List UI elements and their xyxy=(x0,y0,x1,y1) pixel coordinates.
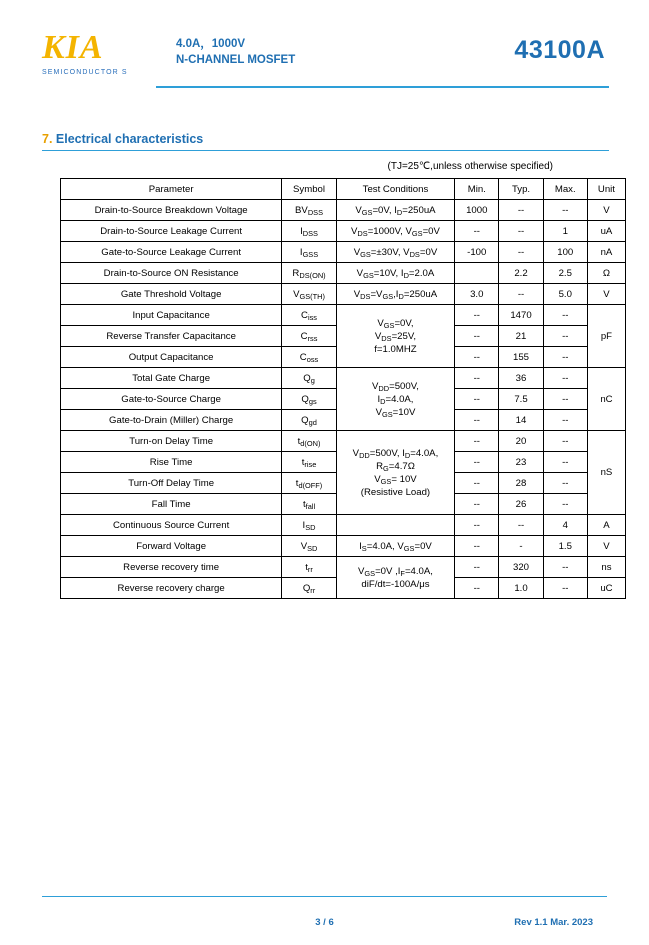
cell-condition-capacitance: $V_{GS}=0V$, $V_{DS}=25V$, f=1.0MHZ xyxy=(336,305,454,368)
cell-min: -- xyxy=(455,578,499,599)
th-typ: Typ. xyxy=(499,179,543,200)
cell-symbol: $I_{GSS}$ xyxy=(282,242,337,263)
cell-min: -- xyxy=(455,452,499,473)
table-row xyxy=(61,515,626,536)
cell-unit: uA xyxy=(587,221,625,242)
th-symbol: Symbol xyxy=(282,179,337,200)
cell-min: -- xyxy=(455,305,499,326)
cell-symbol: $t_{d(OFF)}$ xyxy=(282,473,337,494)
cell-symbol: $BV_{DSS}$ xyxy=(282,200,337,221)
cell-typ: 26 xyxy=(499,494,543,515)
cell-symbol: $Q_{rr}$ xyxy=(282,578,337,599)
cell-typ: 2.2 xyxy=(499,263,543,284)
product-spec-line1: 4.0A，1000V xyxy=(176,38,246,50)
cell-min: -- xyxy=(455,473,499,494)
section-heading xyxy=(38,132,611,146)
cell-symbol: $I_{DSS}$ xyxy=(282,221,337,242)
cell-max: 2.5 xyxy=(543,263,587,284)
section-divider xyxy=(42,150,609,151)
cell-max: 1.5 xyxy=(543,536,587,557)
cell-symbol: $C_{oss}$ xyxy=(282,347,337,368)
cell-parameter: Gate-to-Source Leakage Current xyxy=(61,242,282,263)
cell-min: -- xyxy=(455,326,499,347)
cell-min: -- xyxy=(455,494,499,515)
cell-parameter: Continuous Source Current xyxy=(61,515,282,536)
table-row xyxy=(61,242,626,263)
cell-min: 1000 xyxy=(455,200,499,221)
cell-parameter: Output Capacitance xyxy=(61,347,282,368)
cell-parameter: Rise Time xyxy=(61,452,282,473)
cell-min xyxy=(455,263,499,284)
cell-unit: nA xyxy=(587,242,625,263)
part-number: 43100A xyxy=(514,36,605,64)
cell-unit-charge: nC xyxy=(587,368,625,431)
cell-unit: V xyxy=(587,536,625,557)
th-min: Min. xyxy=(455,179,499,200)
th-parameter: Parameter xyxy=(61,179,282,200)
cell-min: -- xyxy=(455,410,499,431)
cell-unit: V xyxy=(587,284,625,305)
cell-max: -- xyxy=(543,431,587,452)
cell-typ: 36 xyxy=(499,368,543,389)
cell-symbol: $V_{GS(TH)}$ xyxy=(282,284,337,305)
cell-condition-recovery: $V_{GS}=0V$ $,I_F=4.0A$, diF/dt=-100A/μs xyxy=(336,557,454,599)
cell-min: -- xyxy=(455,515,499,536)
cell-typ: 20 xyxy=(499,431,543,452)
cell-unit-capacitance: pF xyxy=(587,305,625,368)
cell-parameter: Gate Threshold Voltage xyxy=(61,284,282,305)
table-row xyxy=(61,557,626,578)
cell-parameter: Turn-on Delay Time xyxy=(61,431,282,452)
cell-max: -- xyxy=(543,410,587,431)
cell-unit-switching: nS xyxy=(587,431,625,515)
cell-condition: $V_{GS}=\pm 30V$, $V_{DS}=0V$ xyxy=(336,242,454,263)
cell-symbol: $R_{DS(ON)}$ xyxy=(282,263,337,284)
header-divider xyxy=(156,86,609,88)
cell-min: -- xyxy=(455,536,499,557)
cell-parameter: Reverse recovery time xyxy=(61,557,282,578)
cell-typ: -- xyxy=(499,515,543,536)
cell-parameter: Gate-to-Drain (Miller) Charge xyxy=(61,410,282,431)
cell-max: -- xyxy=(543,389,587,410)
cell-parameter: Drain-to-Source Leakage Current xyxy=(61,221,282,242)
cell-max: -- xyxy=(543,347,587,368)
cell-symbol: $t_{d(ON)}$ xyxy=(282,431,337,452)
cell-max: -- xyxy=(543,557,587,578)
datasheet-page xyxy=(0,28,649,945)
cell-typ: 28 xyxy=(499,473,543,494)
cell-unit: V xyxy=(587,200,625,221)
cell-max: 100 xyxy=(543,242,587,263)
cell-parameter: Fall Time xyxy=(61,494,282,515)
cell-symbol: $C_{iss}$ xyxy=(282,305,337,326)
revision-info: Rev 1.1 Mar. 2023 xyxy=(514,917,593,928)
cell-condition: $V_{DS}=1000V$, $V_{GS}=0V$ xyxy=(336,221,454,242)
section-number: 7. xyxy=(42,132,53,146)
logo-wordmark: KIA xyxy=(42,29,104,66)
cell-min: -100 xyxy=(455,242,499,263)
cell-typ: -- xyxy=(499,221,543,242)
table-row xyxy=(61,305,626,326)
cell-min: 3.0 xyxy=(455,284,499,305)
test-condition-note: (TJ=25℃,unless otherwise specified) xyxy=(387,161,553,172)
cell-unit: uC xyxy=(587,578,625,599)
cell-unit: ns xyxy=(587,557,625,578)
cell-parameter: Drain-to-Source ON Resistance xyxy=(61,263,282,284)
cell-unit: A xyxy=(587,515,625,536)
cell-typ: 14 xyxy=(499,410,543,431)
table-row xyxy=(61,368,626,389)
cell-parameter: Forward Voltage xyxy=(61,536,282,557)
cell-max: -- xyxy=(543,305,587,326)
cell-condition-charge: $V_{DD}=500V$, $I_D=4.0A$, $V_{GS}=10V$ xyxy=(336,368,454,431)
cell-symbol: $V_{SD}$ xyxy=(282,536,337,557)
cell-min: -- xyxy=(455,347,499,368)
cell-parameter: Total Gate Charge xyxy=(61,368,282,389)
cell-max: -- xyxy=(543,326,587,347)
cell-parameter: Turn-Off Delay Time xyxy=(61,473,282,494)
cell-min: -- xyxy=(455,368,499,389)
cell-typ: -- xyxy=(499,284,543,305)
table-row xyxy=(61,431,626,452)
table-row xyxy=(61,200,626,221)
table-header-row xyxy=(61,179,626,200)
cell-min: -- xyxy=(455,431,499,452)
th-test-conditions: Test Conditions xyxy=(336,179,454,200)
cell-parameter: Reverse recovery charge xyxy=(61,578,282,599)
cell-condition: $V_{DS}=V_{GS},I_D=250uA$ xyxy=(336,284,454,305)
cell-typ: 320 xyxy=(499,557,543,578)
page-header xyxy=(38,28,611,96)
cell-symbol: $I_{SD}$ xyxy=(282,515,337,536)
cell-min: -- xyxy=(455,389,499,410)
th-max: Max. xyxy=(543,179,587,200)
cell-max: 4 xyxy=(543,515,587,536)
cell-min: -- xyxy=(455,221,499,242)
product-spec xyxy=(176,36,295,68)
cell-typ: 1470 xyxy=(499,305,543,326)
page-number: 3 / 6 xyxy=(315,917,334,928)
electrical-characteristics-table xyxy=(60,178,626,599)
company-logo xyxy=(42,30,142,76)
table-row xyxy=(61,284,626,305)
cell-typ: 23 xyxy=(499,452,543,473)
cell-parameter: Gate-to-Source Charge xyxy=(61,389,282,410)
cell-typ: 21 xyxy=(499,326,543,347)
cell-max: -- xyxy=(543,200,587,221)
cell-max: -- xyxy=(543,452,587,473)
cell-condition: $V_{GS}=0V$, $I_D=250uA$ xyxy=(336,200,454,221)
cell-typ: 155 xyxy=(499,347,543,368)
cell-typ: 7.5 xyxy=(499,389,543,410)
cell-symbol: $t_{fall}$ xyxy=(282,494,337,515)
cell-typ: -- xyxy=(499,242,543,263)
cell-parameter: Drain-to-Source Breakdown Voltage xyxy=(61,200,282,221)
cell-max: 5.0 xyxy=(543,284,587,305)
table-row xyxy=(61,536,626,557)
table-row xyxy=(61,263,626,284)
cell-typ: -- xyxy=(499,200,543,221)
cell-parameter: Reverse Transfer Capacitance xyxy=(61,326,282,347)
cell-max: 1 xyxy=(543,221,587,242)
footer-divider xyxy=(42,896,607,897)
cell-parameter: Input Capacitance xyxy=(61,305,282,326)
cell-condition xyxy=(336,515,454,536)
cell-symbol: $C_{rss}$ xyxy=(282,326,337,347)
logo-subtitle: SEMICONDUCTOR S xyxy=(42,69,128,76)
cell-min: -- xyxy=(455,557,499,578)
cell-symbol: $t_{rise}$ xyxy=(282,452,337,473)
cell-condition-switching: $V_{DD}=500V$, $I_D=4.0A$, $R_G=4.7\Omega$ $V_{GS}= 10V$ (Resistive Load) xyxy=(336,431,454,515)
product-spec-line2: N-CHANNEL MOSFET xyxy=(176,54,296,66)
cell-condition: $V_{GS}=10V$, $I_D=2.0A$ xyxy=(336,263,454,284)
table-row xyxy=(61,221,626,242)
th-unit: Unit xyxy=(587,179,625,200)
cell-condition: $I_S=4.0A$, $V_{GS}=0V$ xyxy=(336,536,454,557)
cell-max: -- xyxy=(543,578,587,599)
cell-symbol: $t_{rr}$ xyxy=(282,557,337,578)
section-title-text: Electrical characteristics xyxy=(55,132,204,146)
cell-unit: Ω xyxy=(587,263,625,284)
cell-typ: - xyxy=(499,536,543,557)
cell-typ: 1.0 xyxy=(499,578,543,599)
cell-symbol: $Q_{gs}$ xyxy=(282,389,337,410)
cell-max: -- xyxy=(543,494,587,515)
cell-max: -- xyxy=(543,368,587,389)
cell-max: -- xyxy=(543,473,587,494)
cell-symbol: $Q_g$ xyxy=(282,368,337,389)
cell-symbol: $Q_{gd}$ xyxy=(282,410,337,431)
